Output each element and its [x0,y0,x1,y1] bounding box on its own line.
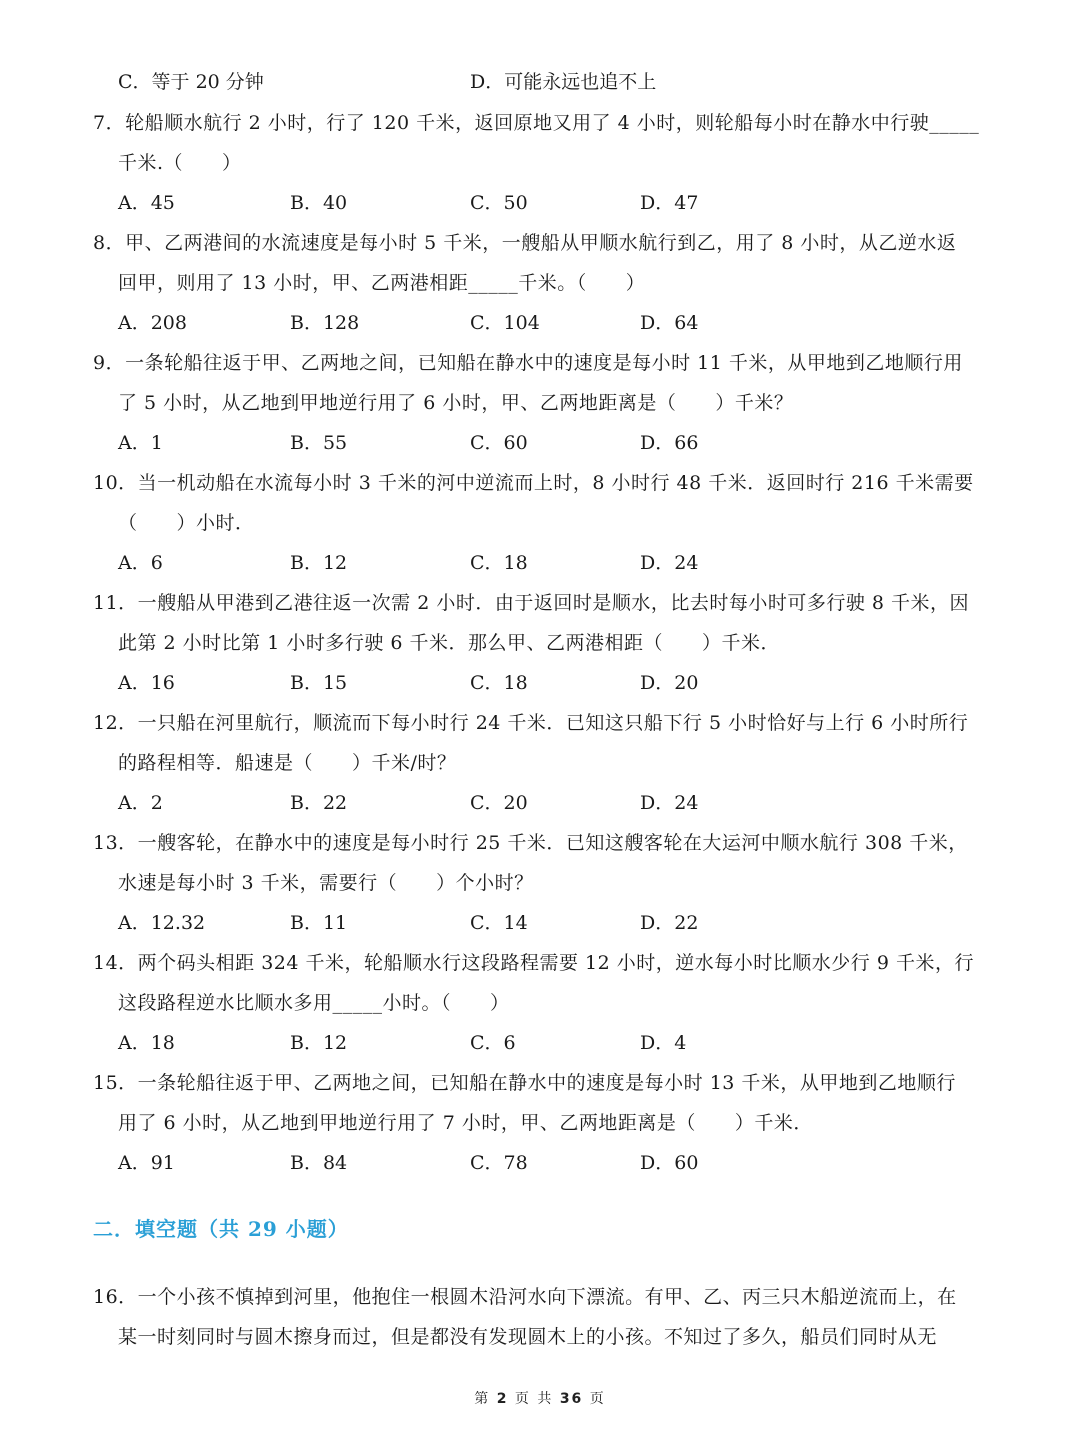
question-line: 10．当一机动船在水流每小时 3 千米的河中逆流而上时，8 小时行 48 千米．返回时行 216 千米需要 [93,472,974,494]
footer-total-pages: 36 [559,1391,584,1407]
answer-option: A．16 [118,672,175,694]
answer-option: D．47 [640,192,699,214]
question-line: 水速是每小时 3 千米，需要行（ ）个小时？ [118,872,534,894]
answer-option: C．104 [470,312,540,334]
footer-middle: 页 共 [514,1391,554,1407]
question-line: 了 5 小时，从乙地到甲地逆行用了 6 小时，甲、乙两地距离是（ ）千米？ [118,392,794,414]
answer-option: B．12 [290,1032,348,1054]
answer-option: C．14 [470,912,528,934]
question-line: （ ）小时． [118,512,255,534]
q16-line-1: 16．一个小孩不慎掉到河里，他抱住一根圆木沿河水向下漂流。有甲、乙、丙三只木船逆流而上，在 [93,1286,957,1308]
question-line: 11．一艘船从甲港到乙港往返一次需 2 小时．由于返回时是顺水，比去时每小时可多行驶 8 千米，因 [93,592,970,614]
footer-current-page: 2 [496,1391,509,1407]
answer-option: D．66 [640,432,699,454]
answer-option: A．2 [118,792,163,814]
answer-option: C．18 [470,672,528,694]
prev-option-d: D．可能永远也追不上 [470,71,657,93]
answer-option: D．64 [640,312,699,334]
question-line: 15．一条轮船往返于甲、乙两地之间，已知船在静水中的速度是每小时 13 千米，从甲地到乙地顺行 [93,1072,956,1094]
answer-option: A．91 [118,1152,175,1174]
question-line: 13．一艘客轮，在静水中的速度是每小时行 25 千米．已知这艘客轮在大运河中顺水航行 308 千米， [93,832,968,854]
question-line: 9．一条轮船往返于甲、乙两地之间，已知船在静水中的速度是每小时 11 千米，从甲地到乙地顺行用 [93,352,963,374]
answer-option: B．15 [290,672,348,694]
question-line: 用了 6 小时，从乙地到甲地逆行用了 7 小时，甲、乙两地距离是（ ）千米． [118,1112,813,1134]
answer-option: B．11 [290,912,348,934]
question-line: 7．轮船顺水航行 2 小时，行了 120 千米，返回原地又用了 4 小时，则轮船每小时在静水中行驶_____ [93,112,980,134]
page-footer [0,1389,1080,1409]
answer-option: C．20 [470,792,528,814]
answer-option: D．24 [640,552,699,574]
answer-option: D．24 [640,792,699,814]
question-line: 12．一只船在河里航行，顺流而下每小时行 24 千米．已知这只船下行 5 小时恰好与上行 6 小时所行 [93,712,969,734]
answer-option: B．55 [290,432,348,454]
answer-option: C．18 [470,552,528,574]
answer-option: D．60 [640,1152,699,1174]
answer-option: A．1 [118,432,163,454]
answer-option: B．22 [290,792,348,814]
section-title: 二．填空题（共 29 小题） [93,1217,349,1241]
answer-option: B．12 [290,552,348,574]
question-line: 千米.（ ） [118,152,242,174]
answer-option: B．84 [290,1152,348,1174]
question-line: 的路程相等．船速是（ ）千米/时？ [118,752,457,774]
question-line: 此第 2 小时比第 1 小时多行驶 6 千米．那么甲、乙两港相距（ ）千米． [118,632,781,654]
question-line: 8．甲、乙两港间的水流速度是每小时 5 千米，一艘船从甲顺水航行到乙，用了 8 小时，从乙逆水返 [93,232,957,254]
footer-suffix: 页 [589,1391,606,1407]
answer-option: B．128 [290,312,360,334]
answer-option: C．50 [470,192,528,214]
answer-option: D．22 [640,912,699,934]
question-line: 回甲，则用了 13 小时，甲、乙两港相距_____千米。（ ） [118,272,646,294]
answer-option: A．6 [118,552,163,574]
prev-option-c: C．等于 20 分钟 [118,71,264,93]
answer-option: D．20 [640,672,699,694]
footer-prefix: 第 [474,1391,491,1407]
answer-option: C．6 [470,1032,516,1054]
question-line: 14．两个码头相距 324 千米，轮船顺水行这段路程需要 12 小时，逆水每小时比顺水少行 9 千米，行 [93,952,974,974]
answer-option: B．40 [290,192,348,214]
q16-line-2: 某一时刻同时与圆木擦身而过，但是都没有发现圆木上的小孩。不知过了多久，船员们同时从无 [118,1326,938,1348]
answer-option: A．208 [118,312,187,334]
answer-option: A．18 [118,1032,175,1054]
answer-option: D．4 [640,1032,687,1054]
answer-option: C．60 [470,432,528,454]
question-line: 这段路程逆水比顺水多用_____小时。（ ） [118,992,510,1014]
answer-option: A．45 [118,192,175,214]
answer-option: C．78 [470,1152,528,1174]
answer-option: A．12.32 [118,912,206,934]
